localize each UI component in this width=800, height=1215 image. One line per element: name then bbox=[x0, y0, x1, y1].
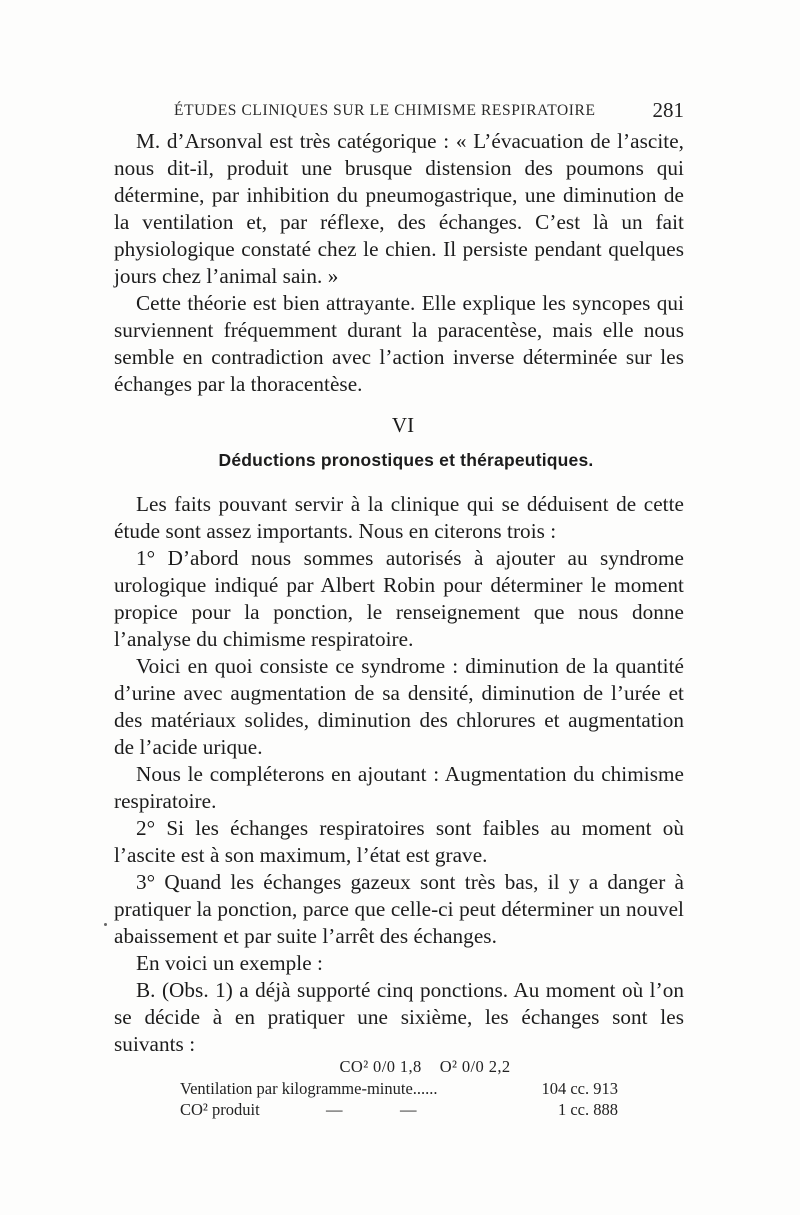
section-number: VI bbox=[391, 413, 415, 437]
ditto-dash: — bbox=[400, 1100, 417, 1119]
body-text bbox=[114, 128, 684, 1058]
data-row-co2-produced bbox=[180, 1099, 630, 1120]
running-title: ÉTUDES CLINIQUES SUR LE CHIMISME RESPIRATOIRE bbox=[174, 102, 596, 119]
scan-speck bbox=[104, 923, 107, 926]
data-row-value: 104 cc. 913 bbox=[541, 1079, 618, 1098]
co2-percentage: CO² 0/0 1,8 bbox=[339, 1057, 422, 1076]
paragraph-syndrome: Voici en quoi consiste ce syndrome : diminution de la quantité d’urine avec augmentation de sa densité, diminution de l’urée et des matériaux solides, diminution des chlorures et augmentation de l’acide urique. bbox=[114, 654, 684, 759]
paragraph-complement: Nous le compléterons en ajoutant : Augmentation du chimisme respiratoire. bbox=[114, 762, 684, 813]
paragraph-example: B. (Obs. 1) a déjà supporté cinq ponctions. Au moment où l’on se décide à en pratiquer une sixième, les échanges sont les suivants : bbox=[114, 978, 684, 1056]
gas-exchange-data bbox=[180, 1056, 630, 1120]
paragraph-example-intro: En voici un exemple : bbox=[136, 951, 323, 975]
paragraph-point-2: 2° Si les échanges respiratoires sont faibles au moment où l’ascite est à son maximum, l’état est grave. bbox=[114, 816, 684, 867]
paragraph-intro: Les faits pouvant servir à la clinique qui se déduisent de cette étude sont assez importants. Nous en citerons trois : bbox=[114, 492, 684, 543]
data-row-label: Ventilation par kilogramme-minute...... bbox=[180, 1079, 438, 1098]
data-row-ventilation bbox=[180, 1078, 630, 1099]
page-number: 281 bbox=[652, 98, 684, 122]
data-row-value: 1 cc. 888 bbox=[557, 1100, 618, 1119]
o2-percentage: O² 0/0 2,2 bbox=[439, 1057, 511, 1076]
paragraph-arsonval-quote: M. d’Arsonval est très catégorique : « L’évacuation de l’ascite, nous dit-il, produit une brusque distension des poumons qui détermine, par inhibition du pneumogastrique, une diminution de la ventilation et, par réflexe, des échanges. C’est là un fait physiologique constaté chez le chien. Il persiste pendant quelques jours chez l’animal sain. » bbox=[114, 129, 684, 288]
paragraph-point-1: 1° D’abord nous sommes autorisés à ajouter au syndrome urologique indiqué par Albert Robin pour déterminer le moment propice pour la ponction, le renseignement que nous donne l’analyse du chimisme respiratoire. bbox=[114, 546, 684, 651]
ditto-dash: — bbox=[326, 1100, 343, 1119]
data-row-label: CO² produit bbox=[180, 1100, 260, 1119]
running-head bbox=[112, 100, 684, 126]
gas-percentages bbox=[180, 1056, 630, 1078]
paragraph-theory: Cette théorie est bien attrayante. Elle explique les syncopes qui surviennent fréquemment durant la paracentèse, mais elle nous semble en contradiction avec l’action inverse déterminée sur les échanges par la thoracentèse. bbox=[114, 291, 684, 396]
section-heading: Déductions pronostiques et thérapeutiques. bbox=[218, 450, 594, 470]
paragraph-point-3: 3° Quand les échanges gazeux sont très bas, il y a danger à pratiquer la ponction, parce que celle-ci peut déterminer un nouvel abaissement et par suite l’arrêt des échanges. bbox=[114, 870, 684, 948]
